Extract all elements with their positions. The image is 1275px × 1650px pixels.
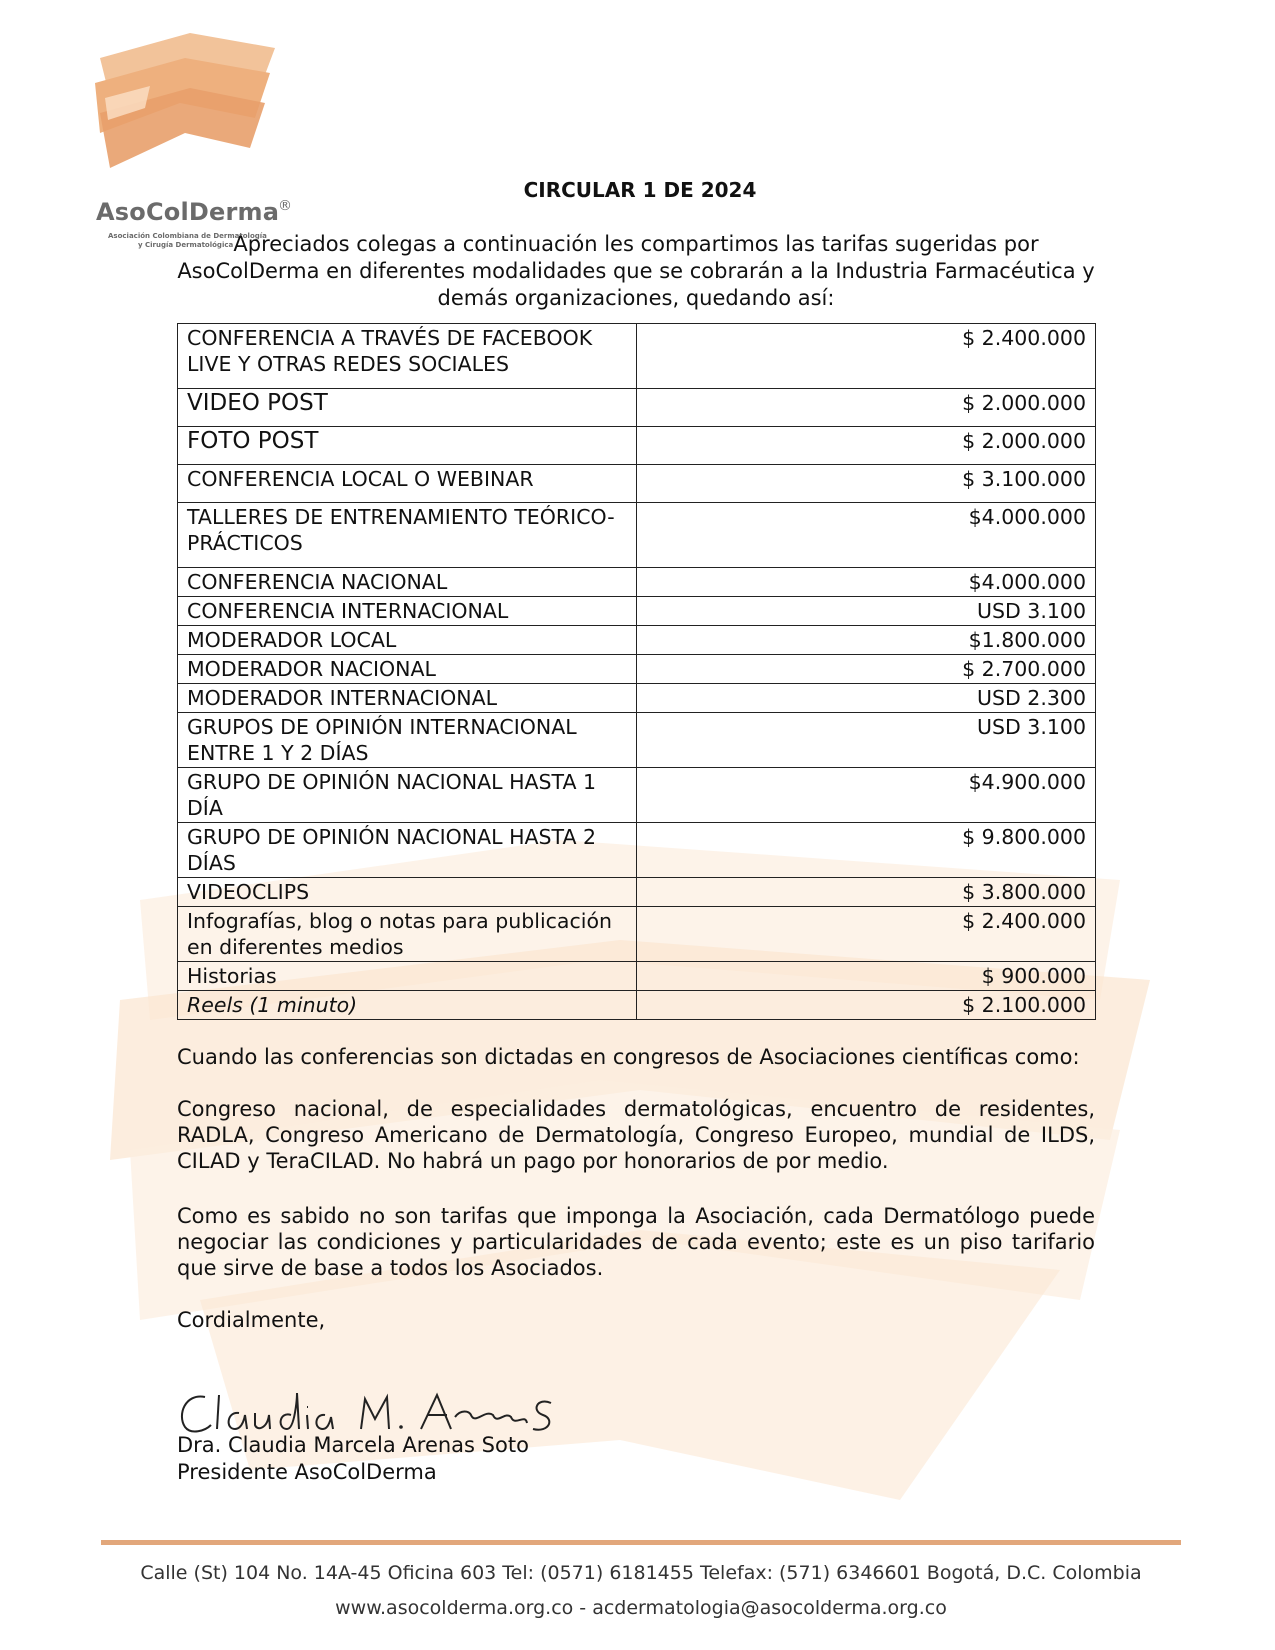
price-cell: $4.000.000: [637, 503, 1096, 568]
service-cell: CONFERENCIA NACIONAL: [178, 568, 637, 597]
price-cell: $1.800.000: [637, 626, 1096, 655]
table-row: [178, 655, 1096, 684]
paragraph-disclaimer: Como es sabido no son tarifas que imponga la Asociación, cada Dermatólogo puede negociar las condiciones y particularidades de cada evento; este es un piso tarifario que sirve de base a todos los Asociados.: [177, 1204, 1095, 1280]
table-row: [178, 427, 1096, 465]
price-cell: USD 3.100: [637, 597, 1096, 626]
table-row: [178, 823, 1096, 878]
logo-subtitle-line1: Asociación Colombiana de Dermatología: [108, 232, 267, 240]
service-cell: GRUPOS DE OPINIÓN INTERNACIONAL ENTRE 1 Y 2 DÍAS: [178, 713, 637, 768]
intro-paragraph: Apreciados colegas a continuación les compartimos las tarifas sugeridas por AsoColDerma en diferentes modalidades que se cobrarán a la Industria Farmacéutica y demás organizaciones, quedando así:: [177, 232, 1095, 310]
service-cell: VIDEO POST: [178, 389, 637, 427]
service-cell: GRUPO DE OPINIÓN NACIONAL HASTA 1 DÍA: [178, 768, 637, 823]
service-cell: GRUPO DE OPINIÓN NACIONAL HASTA 2 DÍAS: [178, 823, 637, 878]
logo-subtitle-line2: y Cirugía Dermatológica: [138, 241, 234, 249]
circular-title: CIRCULAR 1 DE 2024: [523, 178, 757, 202]
price-cell: $ 2.400.000: [637, 324, 1096, 389]
service-cell: TALLERES DE ENTRENAMIENTO TEÓRICO-PRÁCTICOS: [178, 503, 637, 568]
price-cell: $ 9.800.000: [637, 823, 1096, 878]
rates-table: [177, 323, 1096, 1020]
table-row: [178, 684, 1096, 713]
table-row: [178, 907, 1096, 962]
service-cell: MODERADOR INTERNACIONAL: [178, 684, 637, 713]
service-cell: Infografías, blog o notas para publicación en diferentes medios: [178, 907, 637, 962]
table-row: [178, 568, 1096, 597]
footer-contact-web: www.asocolderma.org.co - acdermatologia@asocolderma.org.co: [335, 1597, 947, 1619]
table-row: [178, 713, 1096, 768]
service-cell: MODERADOR LOCAL: [178, 626, 637, 655]
service-cell: CONFERENCIA INTERNACIONAL: [178, 597, 637, 626]
price-cell: USD 3.100: [637, 713, 1096, 768]
paragraph-congresses-list: Congreso nacional, de especialidades dermatológicas, encuentro de residentes, RADLA, Congreso Americano de Dermatología, Congreso Europeo, mundial de ILDS, CILAD y TeraCILAD. No habrá un pago por honorarios de por medio.: [177, 1097, 1095, 1173]
footer-divider: [101, 1540, 1181, 1545]
service-cell: CONFERENCIA A TRAVÉS DE FACEBOOK LIVE Y OTRAS REDES SOCIALES: [178, 324, 637, 389]
table-row: [178, 962, 1096, 991]
asocolderma-logo: [90, 28, 330, 249]
price-cell: $ 2.700.000: [637, 655, 1096, 684]
signer-name: Dra. Claudia Marcela Arenas Soto: [177, 1433, 529, 1457]
price-cell: $ 2.400.000: [637, 907, 1096, 962]
logo-registered-mark: ®: [278, 198, 292, 214]
price-cell: $4.900.000: [637, 768, 1096, 823]
table-row: [178, 503, 1096, 568]
service-cell: Reels (1 minuto): [178, 991, 637, 1020]
closing-salutation: Cordialmente,: [177, 1308, 326, 1332]
price-cell: $ 2.000.000: [637, 427, 1096, 465]
price-cell: USD 2.300: [637, 684, 1096, 713]
table-row: [178, 597, 1096, 626]
signer-role: Presidente AsoColDerma: [177, 1460, 437, 1484]
table-row: [178, 324, 1096, 389]
table-row: [178, 465, 1096, 503]
price-cell: $ 2.000.000: [637, 389, 1096, 427]
table-row: [178, 991, 1096, 1020]
service-cell: FOTO POST: [178, 427, 637, 465]
price-cell: $ 2.100.000: [637, 991, 1096, 1020]
price-cell: $ 3.800.000: [637, 878, 1096, 907]
logo-layers-icon: [90, 28, 280, 178]
service-cell: CONFERENCIA LOCAL O WEBINAR: [178, 465, 637, 503]
table-row: [178, 768, 1096, 823]
table-row: [178, 626, 1096, 655]
service-cell: VIDEOCLIPS: [178, 878, 637, 907]
service-cell: MODERADOR NACIONAL: [178, 655, 637, 684]
paragraph-congresses-intro: Cuando las conferencias son dictadas en congresos de Asociaciones científicas como:: [177, 1045, 1080, 1069]
price-cell: $ 3.100.000: [637, 465, 1096, 503]
price-cell: $ 900.000: [637, 962, 1096, 991]
service-cell: Historias: [178, 962, 637, 991]
table-row: [178, 389, 1096, 427]
table-row: [178, 878, 1096, 907]
footer-address: Calle (St) 104 No. 14A-45 Oficina 603 Tel: (0571) 6181455 Telefax: (571) 6346601 Bogotá, D.C. Colombia: [140, 1562, 1142, 1584]
logo-name: AsoColDerma: [96, 198, 280, 226]
price-cell: $4.000.000: [637, 568, 1096, 597]
